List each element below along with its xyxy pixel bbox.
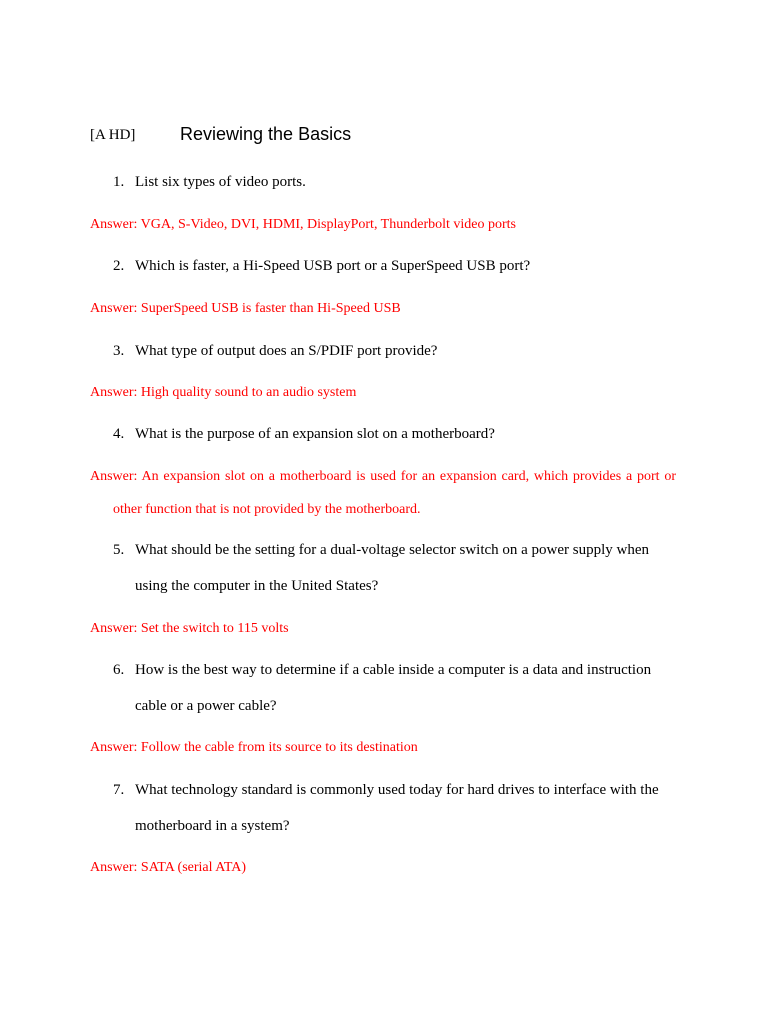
- question-text: What type of output does an S/PDIF port provide?: [135, 343, 438, 359]
- question-number: 1.: [113, 174, 125, 190]
- question-number: 6.: [113, 662, 125, 678]
- question-text: What is the purpose of an expansion slot on a motherboard?: [135, 426, 495, 442]
- answer-5: Answer: Set the switch to 115 volts: [90, 621, 289, 636]
- heading-tag: [A HD]: [90, 127, 136, 143]
- question-7: [113, 772, 673, 844]
- answer-6: Answer: Follow the cable from its source to its destination: [90, 740, 418, 755]
- question-text: What should be the setting for a dual-voltage selector switch on a power supply when using the computer in the United States?: [135, 542, 650, 594]
- answer-3: Answer: High quality sound to an audio system: [90, 385, 357, 400]
- answer-4: Answer: An expansion slot on a motherboard is used for an expansion card, which provides a port or other function that is not provided by the motherboard.: [90, 469, 676, 517]
- question-text: How is the best way to determine if a cable inside a computer is a data and instruction cable or a power cable?: [135, 662, 652, 714]
- question-text: List six types of video ports.: [135, 174, 306, 190]
- heading-title: Reviewing the Basics: [180, 124, 352, 144]
- question-number: 2.: [113, 258, 125, 274]
- answer-7: Answer: SATA (serial ATA): [90, 860, 247, 875]
- question-6: [113, 652, 673, 724]
- question-1: [113, 164, 673, 200]
- answer-1: Answer: VGA, S-Video, DVI, HDMI, DisplayPort, Thunderbolt video ports: [90, 217, 516, 232]
- question-number: 3.: [113, 343, 125, 359]
- answer-2: Answer: SuperSpeed USB is faster than Hi-Speed USB: [90, 301, 401, 316]
- question-5: [113, 532, 673, 604]
- question-number: 7.: [113, 782, 125, 798]
- question-number: 5.: [113, 542, 125, 558]
- section-heading: [90, 124, 690, 148]
- question-text: What technology standard is commonly used today for hard drives to interface with the motherboard in a system?: [135, 782, 659, 834]
- question-3: [113, 333, 673, 369]
- question-text: Which is faster, a Hi-Speed USB port or a SuperSpeed USB port?: [135, 258, 531, 274]
- question-number: 4.: [113, 426, 125, 442]
- question-4: [113, 416, 673, 452]
- question-2: [113, 248, 673, 284]
